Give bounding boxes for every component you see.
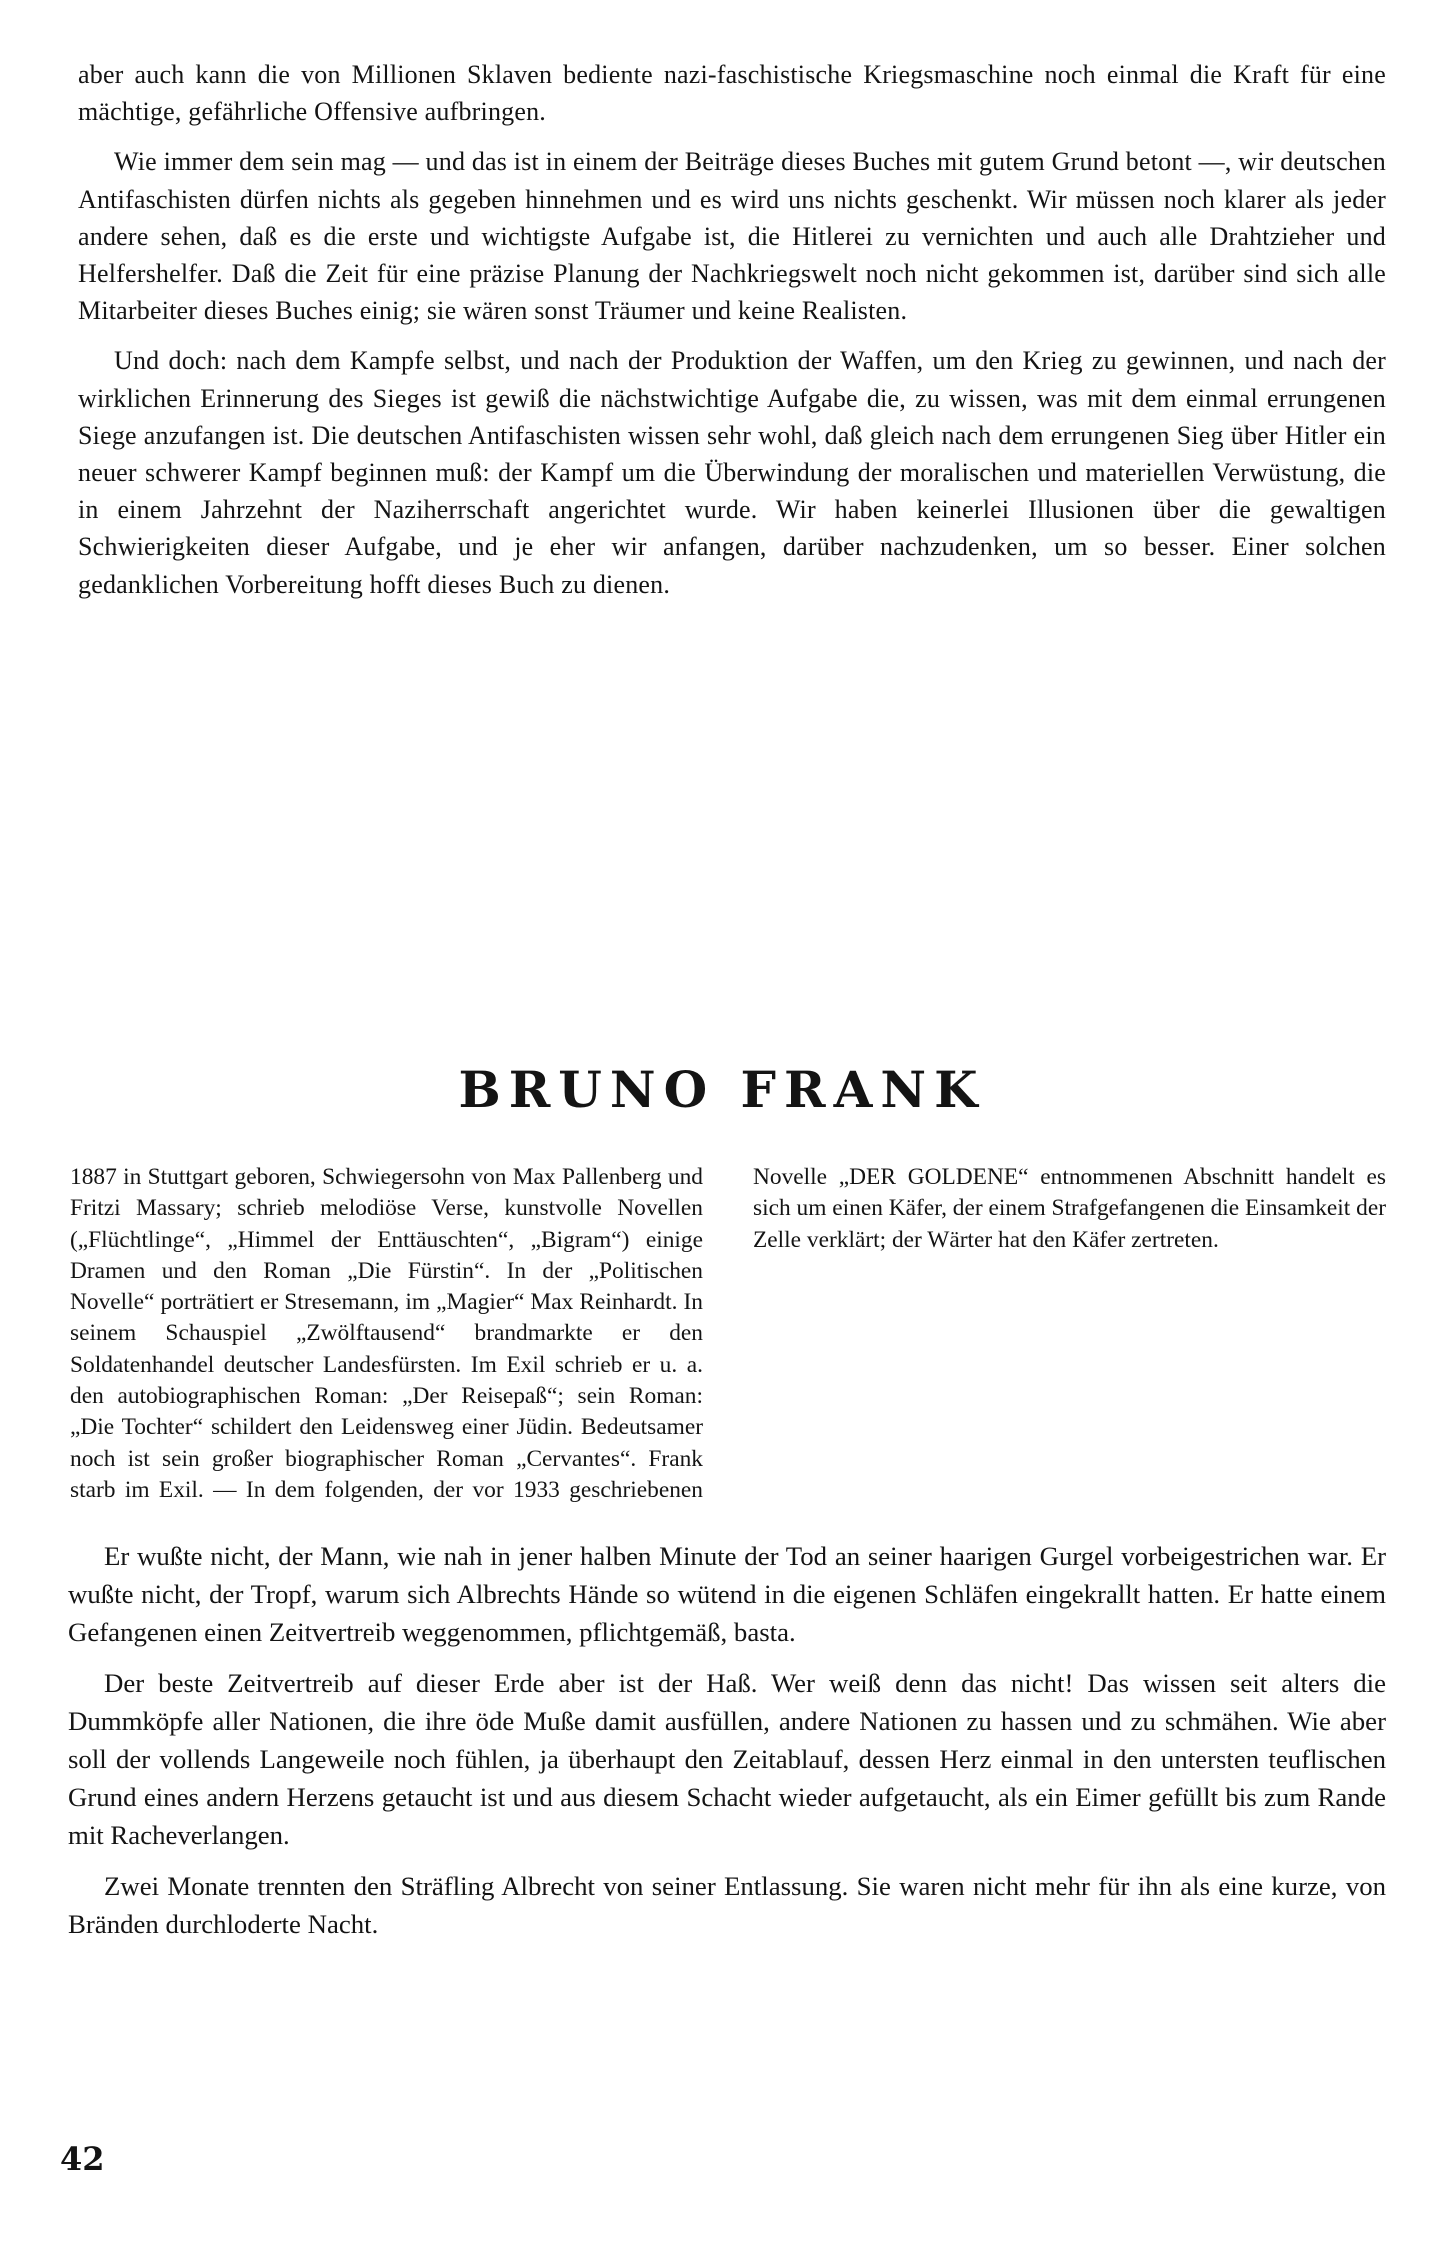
intro-paragraph: aber auch kann die von Millionen Sklaven bediente nazi-faschistische Kriegsmaschine noch einmal die Kraft für eine mächtige, gefährliche Offensive aufbringen.: [78, 60, 1386, 127]
intro-paragraph: Und doch: nach dem Kampfe selbst, und nach der Produktion der Waffen, um den Krieg zu gewinnen, und nach der wirklichen Erinnerung des Sieges ist gewiß die nächstwichtige Aufgabe die, zu wissen, was mit dem einmal errungenen Siege anzufangen ist. Die deutschen Antifaschisten wissen sehr wohl, daß gleich nach dem errungenen Sieg über Hitler ein neuer schwerer Kampf beginnen muß: der Kampf um die Überwindung der moralischen und materiellen Verwüstung, die in einem Jahrzehnt der Naziherrschaft angerichtet wurde. Wir haben keinerlei Illusionen über die gewaltigen Schwierigkeiten dieser Aufgabe, und je eher wir anfangen, darüber nachzudenken, um so besser. Einer solchen gedanklichen Vorbereitung hofft dieses Buch zu dienen.: [78, 346, 1386, 599]
story-paragraph: Er wußte nicht, der Mann, wie nah in jener halben Minute der Tod an seiner haarigen Gurgel vorbeigestrichen war. Er wußte nicht, der Tropf, warum sich Albrechts Hände so wütend in die eigenen Schläfen eingekrallt hatten. Er hatte einem Gefangenen einen Zeitvertreib weggenommen, pflichtgemäß, basta.: [68, 1541, 1386, 1647]
intro-paragraph: Wie immer dem sein mag — und das ist in einem der Beiträge dieses Buches mit gutem Grund betont —, wir deutschen Antifaschisten dürfen nichts als gegeben hinnehmen und es wird uns nichts geschenkt. Wir müssen noch klarer als jeder andere sehen, daß es die erste und wichtigste Aufgabe ist, die Hitlerei zu vernichten und auch alle Drahtzieher und Helfershelfer. Daß die Zeit für eine präzise Planung der Nachkriegswelt noch nicht gekommen ist, darüber sind sich alle Mitarbeiter dieses Buches einig; sie wären sonst Träumer und keine Realisten.: [78, 147, 1386, 326]
intro-text: [78, 56, 1386, 616]
author-biography: 1887 in Stuttgart geboren, Schwiegersohn von Max Pallenberg und Fritzi Massary; schrieb melodiöse Verse, kunstvolle Novellen („Flüchtlinge“, „Himmel der Enttäuschten“, „Bigram“) einige Dramen und den Roman „Die Fürstin“. In der „Politischen Novelle“ porträtiert er Stresemann, im „Magier“ Max Reinhardt. In seinem Schauspiel „Zwölftausend“ brandmarkte er den Soldatenhandel deutscher Landesfürsten. Im Exil schrieb er u. a. den autobiographischen Roman: „Der Reisepaß“; sein Roman: „Die Tochter“ schildert den Leidensweg einer Jüdin. Bedeutsamer noch ist sein großer biographischer Roman „Cervantes“. Frank starb im Exil. — In dem folgenden, der vor 1933 geschriebenen Novelle „DER GOLDENE“ entnommenen Abschnitt handelt es sich um einen Käfer, der einem Strafgefangenen die Einsamkeit der Zelle verklärt; der Wärter hat den Käfer zertreten.: [70, 1164, 1386, 1503]
author-heading: BRUNO FRANK: [458, 1060, 986, 1119]
page-number: 42: [60, 2140, 105, 2178]
story-paragraph: Zwei Monate trennten den Sträfling Albrecht von seiner Entlassung. Sie waren nicht mehr für ihn als eine kurze, von Bränden durchloderte Nacht.: [68, 1871, 1386, 1939]
story-paragraph: Der beste Zeitvertreib auf dieser Erde aber ist der Haß. Wer weiß denn das nicht! Das wissen seit alters die Dummköpfe aller Nationen, die ihre öde Muße damit ausfüllen, andere Nationen zu hassen und zu schmähen. Wie aber soll der vollends Langeweile noch fühlen, ja überhaupt den Zeitablauf, dessen Herz einmal in den untersten teuflischen Grund eines andern Herzens getaucht ist und aus diesem Schacht wieder aufgetaucht, als ein Eimer gefüllt bis zum Rande mit Racheverlangen.: [68, 1668, 1386, 1850]
story-excerpt: [68, 1537, 1386, 1956]
